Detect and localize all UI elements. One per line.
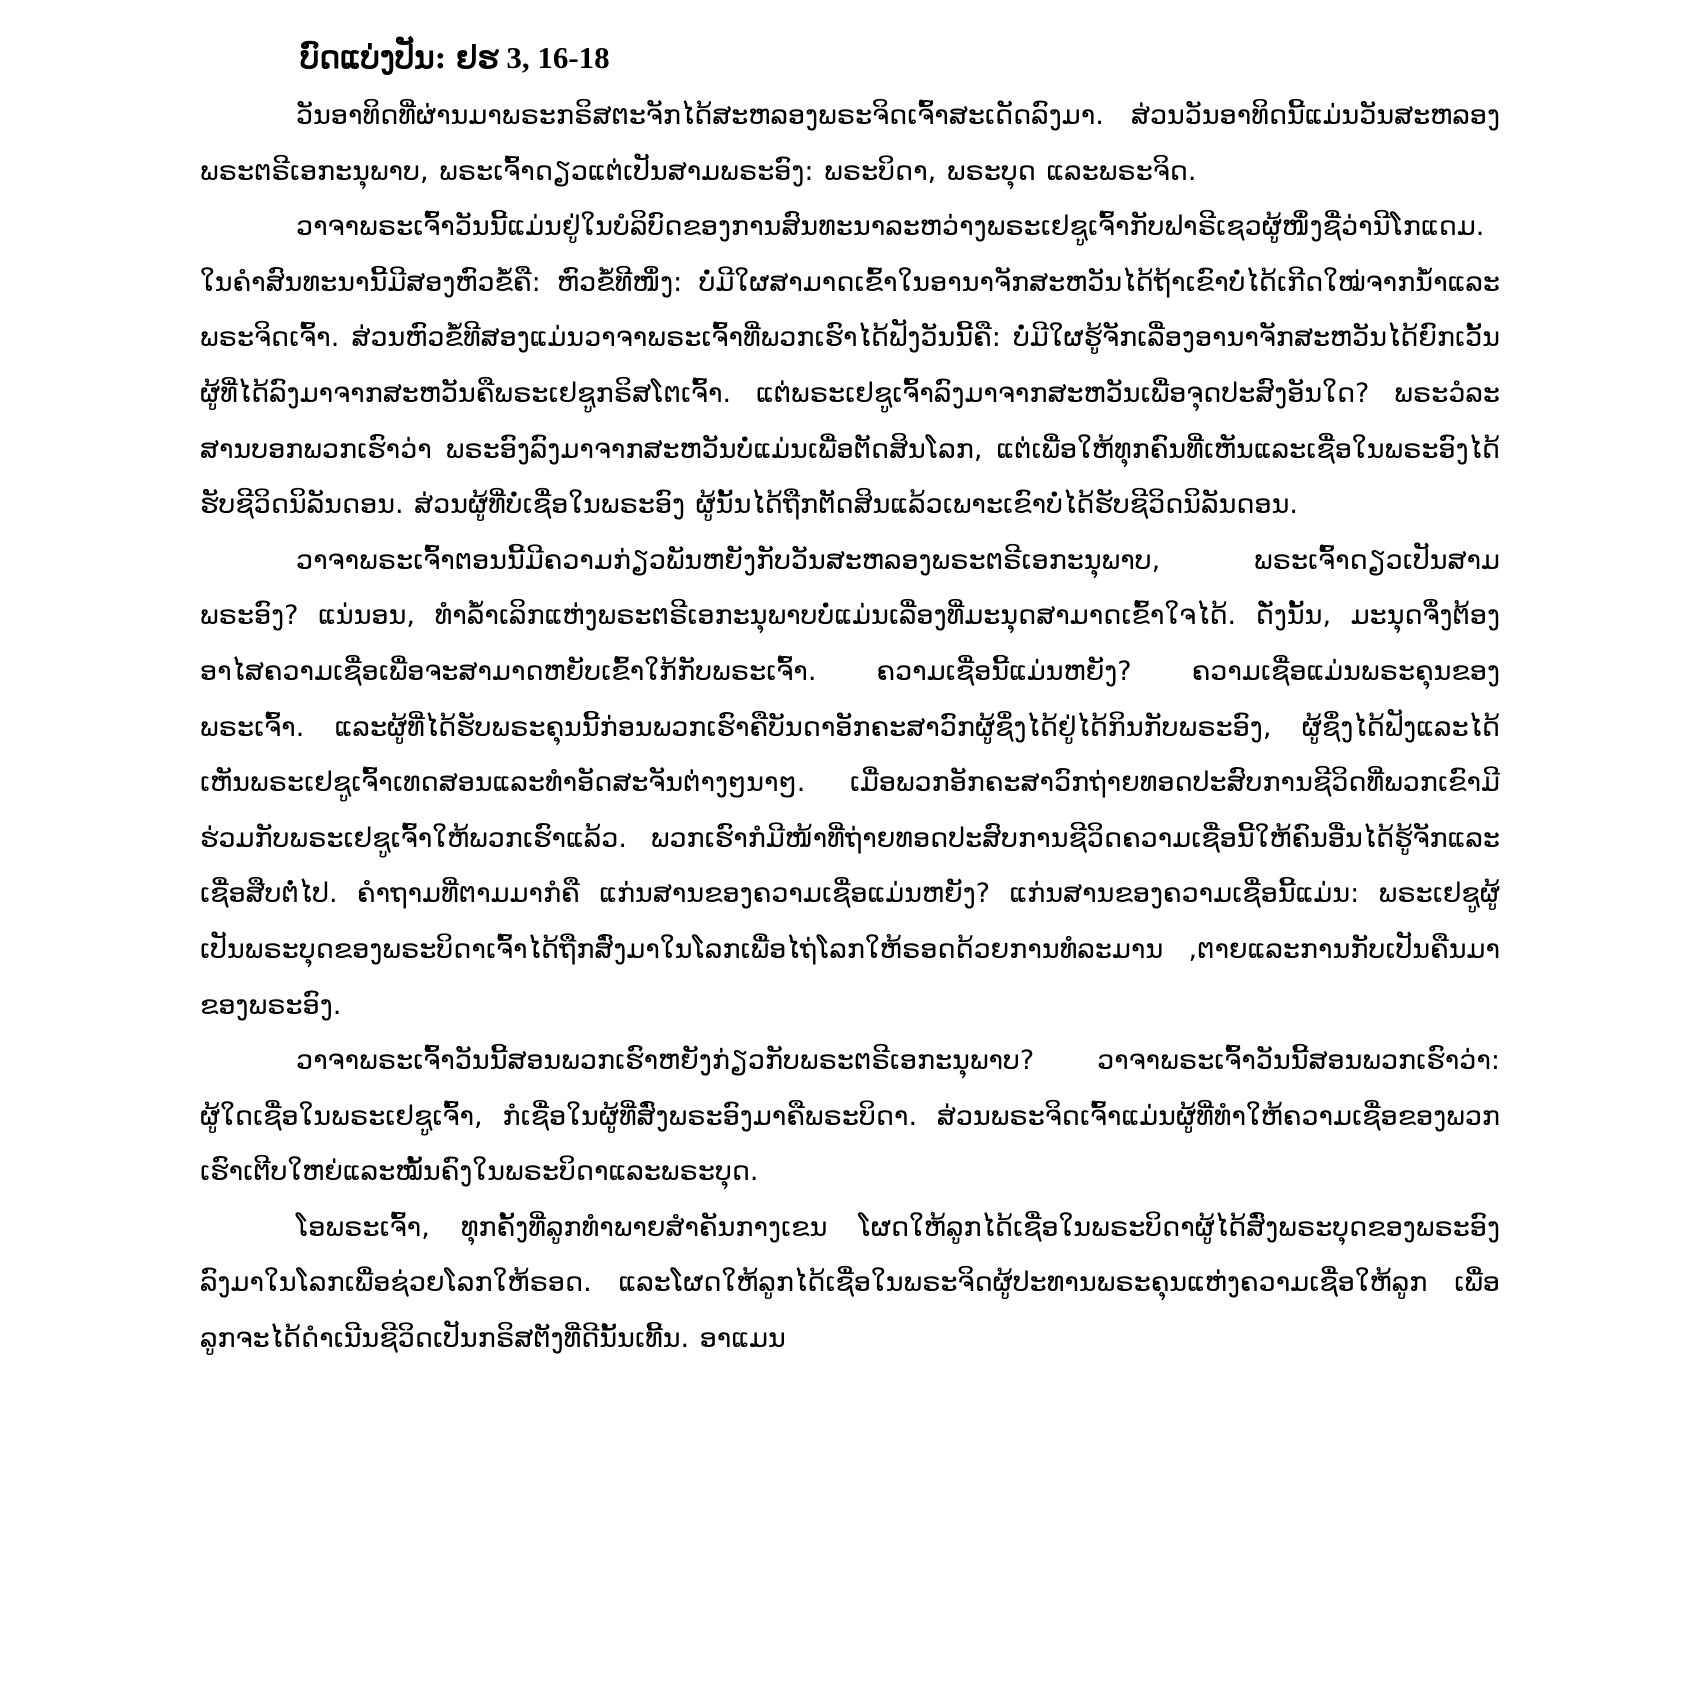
- paragraph: ວາຈາພຣະເຈົ້າວັນນີ້ແມ່ນຢູ່ໃນບໍລິບົດຂອງການສົນທະນາລະຫວ່າງພຣະເຢຊູເຈົ້າກັບຟາຣີເຊວຜູ້ໜຶ່ງຊື່ວ່ານີໂກແດມ. ໃນຄຳສົນທະນານີ້ມີສອງຫົວຂໍ້ຄື: ຫົວຂໍ້ທີໜຶ່ງ: ບໍ່ມີໃຜສາມາດເຂົ້າໃນອານາຈັກສະຫວັນໄດ້ຖ້າເຂົາບໍ່ໄດ້ເກີດໃໝ່ຈາກນ້ຳແລະພຣະຈິດເຈົ້າ. ສ່ວນຫົວຂໍ້ທີສອງແມ່ນວາຈາພຣະເຈົ້າທີ່ພວກເຮົາໄດ້ຟັງວັນນີ້ຄື: ບໍ່ມີໃຜຮູ້ຈັກເລື່ອງອານາຈັກສະຫວັນໄດ້ຍົກເວັ້ນຜູ້ທີ່ໄດ້ລົງມາຈາກສະຫວັນຄືພຣະເຢຊູກຣິສໂຕເຈົ້າ. ແຕ່ພຣະເຢຊູເຈົ້າລົງມາຈາກສະຫວັນເພື່ອຈຸດປະສົງອັນໃດ? ພຣະວໍລະສານບອກພວກເຮົາວ່າ ພຣະອົງລົງມາຈາກສະຫວັນບໍ່ແມ່ນເພື່ອຕັດສິນໂລກ, ແຕ່ເພື່ອໃຫ້ທຸກຄົນທີ່ເຫັນແລະເຊື່ອໃນພຣະອົງໄດ້ຮັບຊີວິດນິລັນດອນ. ສ່ວນຜູ້ທີ່ບໍ່ເຊື່ອໃນພຣະອົງ ຜູ້ນັ້ນໄດ້ຖືກຕັດສິນແລ້ວເພາະເຂົາບໍ່ໄດ້ຮັບຊີວິດນິລັນດອນ.: [200, 211, 1500, 521]
- document-page: [200, 28, 1500, 1688]
- paragraph: ໂອພຣະເຈົ້າ, ທຸກຄັ້ງທີ່ລູກທຳພາຍສຳຄັນກາງເຂນ ໂຜດໃຫ້ລູກໄດ້ເຊື່ອໃນພຣະບິດາຜູ້ໄດ້ສົ່ງພຣະບຸດຂອງພຣະອົງລົງມາໃນໂລກເພື່ອຊ່ວຍໂລກໃຫ້ຣອດ. ແລະໂຜດໃຫ້ລູກໄດ້ເຊື່ອໃນພຣະຈິດຜູ້ປະທານພຣະຄຸນແຫ່ງຄວາມເຊື່ອໃຫ້ລູກ ເພື່ອລູກຈະໄດ້ດຳເນີນຊີວິດເປັນກຣິສຕັງທີ່ດີນັ້ນເທີ້ນ. ອາແມນ: [200, 1211, 1500, 1355]
- document-body: [200, 88, 1500, 1367]
- paragraph: ວາຈາພຣະເຈົ້າວັນນີ້ສອນພວກເຮົາຫຍັງກ່ຽວກັບພຣະຕຣີເອກະນຸພາບ? ວາຈາພຣະເຈົ້າວັນນີ້ສອນພວກເຮົາວ່າ: ຜູ້ໃດເຊື່ອໃນພຣະເຢຊູເຈົ້າ, ກໍເຊື່ອໃນຜູ້ທີ່ສົ່ງພຣະອົງມາຄືພຣະບິດາ. ສ່ວນພຣະຈິດເຈົ້າແມ່ນຜູ້ທີ່ທຳໃຫ້ຄວາມເຊື່ອຂອງພວກເຮົາເຕີບໃຫຍ່ແລະໝັ້ນຄົງໃນພຣະບິດາແລະພຣະບຸດ.: [200, 1045, 1500, 1188]
- scripture-reference: ຢຮ 3, 16-18: [456, 40, 610, 75]
- paragraph: ວັນອາທິດທີ່ຜ່ານມາພຣະກຣິສຕະຈັກໄດ້ສະຫລອງພຣະຈິດເຈົ້າສະເດັດລົງມາ. ສ່ວນວັນອາທິດນີ້ແມ່ນວັນສະຫລອງພຣະຕຣີເອກະນຸພາບ, ພຣະເຈົ້າດຽວແຕ່ເປັນສາມພຣະອົງ: ພຣະບິດາ, ພຣະບຸດ ແລະພຣະຈິດ.: [200, 100, 1500, 187]
- paragraph: ວາຈາພຣະເຈົ້າຕອນນີ້ມີຄວາມກ່ຽວພັນຫຍັງກັບວັນສະຫລອງພຣະຕຣີເອກະນຸພາບ, ພຣະເຈົ້າດຽວເປັນສາມພຣະອົງ? ແນ່ນອນ, ທຳລ້ຳເລິກແຫ່ງພຣະຕຣີເອກະນຸພາບບໍ່ແມ່ນເລື່ອງທີ່ມະນຸດສາມາດເຂົ້າໃຈໄດ້. ດັ່ງນັ້ນ, ມະນຸດຈຶ່ງຕ້ອງອາໄສຄວາມເຊື່ອເພື່ອຈະສາມາດຫຍັບເຂົ້າໃກ້ກັບພຣະເຈົ້າ. ຄວາມເຊື່ອນີ້ແມ່ນຫຍັງ? ຄວາມເຊື່ອແມ່ນພຣະຄຸນຂອງພຣະເຈົ້າ. ແລະຜູ້ທີ່ໄດ້ຮັບພຣະຄຸນນີ້ກ່ອນພວກເຮົາຄືບັນດາອັກຄະສາວົກຜູ້ຊຶ່ງໄດ້ຢູ່ໄດ້ກິນກັບພຣະອົງ, ຜູ້ຊຶ່ງໄດ້ຟັງແລະໄດ້ເຫັນພຣະເຢຊູເຈົ້າເທດສອນແລະທຳອັດສະຈັນຕ່າງໆນາໆ. ເມື່ອພວກອັກຄະສາວົກຖ່າຍທອດປະສົບການຊີວິດທີ່ພວກເຂົາມີຮ່ວມກັບພຣະເຢຊູເຈົ້າໃຫ້ພວກເຮົາແລ້ວ. ພວກເຮົາກໍມີໜ້າທີ່ຖ່າຍທອດປະສົບການຊີວິດຄວາມເຊື່ອນີ້ໃຫ້ຄົນອື່ນໄດ້ຮູ້ຈັກແລະເຊື່ອສືບຕໍ່ໄປ. ຄຳຖາມທີ່ຕາມມາກໍຄື ແກ່ນສານຂອງຄວາມເຊື່ອແມ່ນຫຍັງ? ແກ່ນສານຂອງຄວາມເຊື່ອນີ້ແມ່ນ: ພຣະເຢຊູຜູ້ເປັນພຣະບຸດຂອງພຣະບິດາເຈົ້າໄດ້ຖືກສົ່ງມາໃນໂລກເພື່ອໄຖ່ໂລກໃຫ້ຣອດດ້ວຍການທໍລະມານ ,ຕາຍແລະການກັບເປັນຄືນມາຂອງພຣະອົງ.: [200, 544, 1500, 1021]
- document-title: [300, 28, 1500, 88]
- title-label: ບົດແບ່ງປັນ:: [300, 40, 447, 76]
